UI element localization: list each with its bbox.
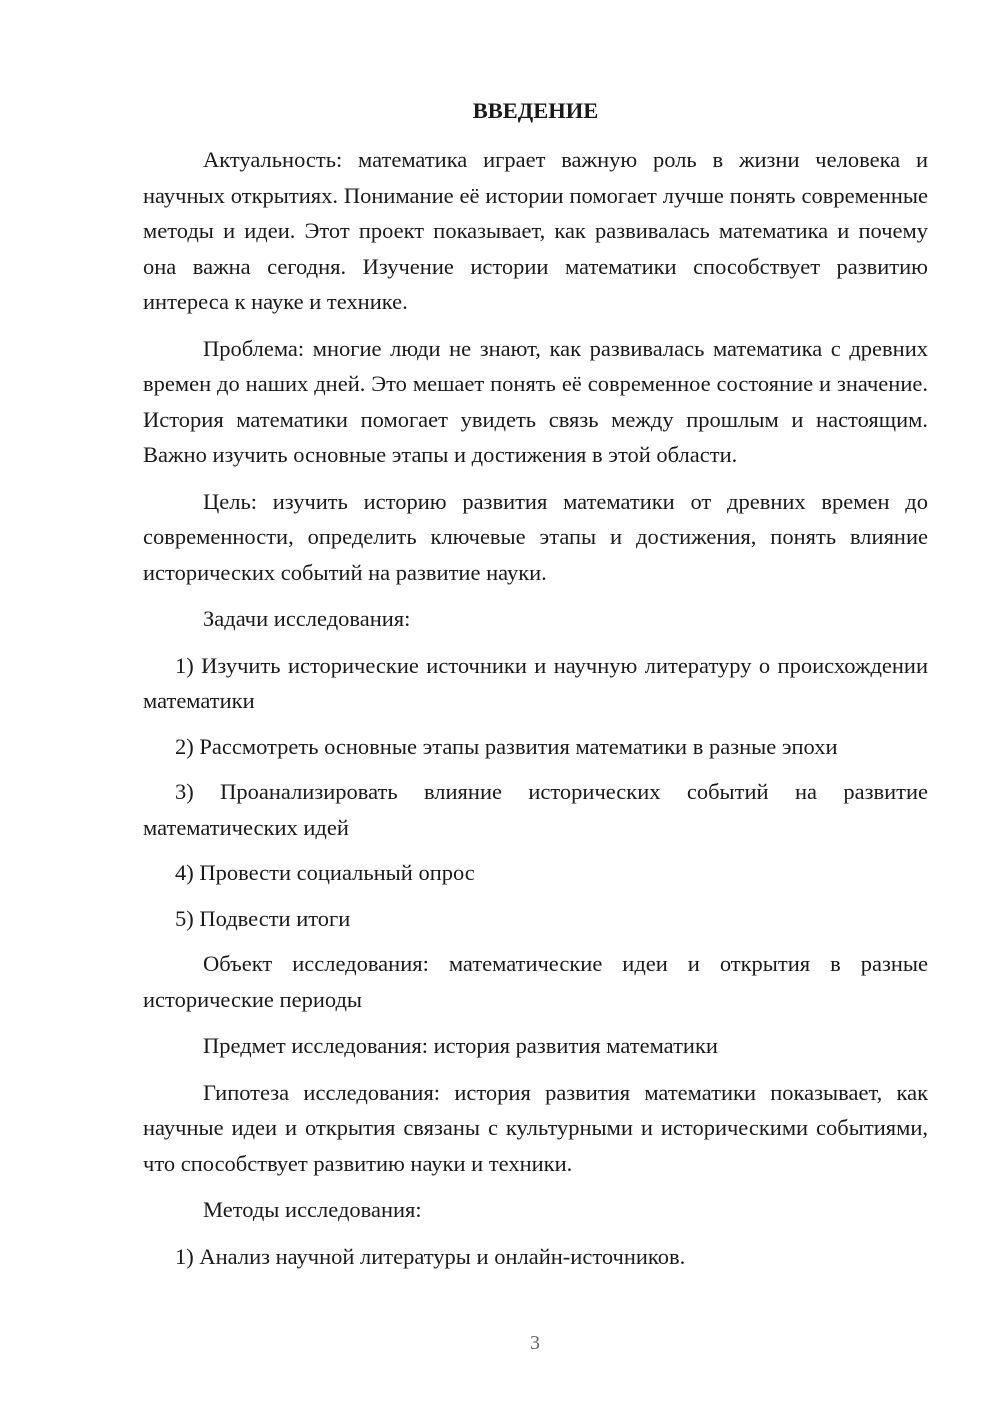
task-item-2: 2) Рассмотреть основные этапы развития математики в разные эпохи (175, 733, 838, 759)
task-item-3: 3) Проанализировать влияние исторических событий на развитие математических идей (143, 779, 928, 840)
task-item-5: 5) Подвести итоги (175, 905, 351, 931)
tasks-title: Задачи исследования: (203, 606, 411, 631)
method-item-1: 1) Анализ научной литературы и онлайн-источников. (175, 1243, 686, 1269)
document-page (143, 95, 928, 1284)
section-heading: ВВЕДЕНИЕ (472, 98, 599, 123)
task-item-4: 4) Провести социальный опрос (175, 860, 475, 885)
subject-paragraph: Предмет исследования: история развития математики (203, 1033, 718, 1058)
problem-paragraph: Проблема: многие люди не знают, как развивалась математика с древних времен до наших дней. Это мешает понять её современное состояние и значение. История математики помогает увидеть связь между прошлым и настоящим. Важно изучить основные этапы и достижения в этой области. (143, 335, 928, 467)
relevance-paragraph: Актуальность: математика играет важную роль в жизни человека и научных открытиях. Понимание её истории помогает лучше понять современные методы и идеи. Этот проект показывает, как развивалась математика и почему она важна сегодня. Изучение истории математики способствует развитию интереса к науке и технике. (143, 147, 928, 314)
hypothesis-paragraph: Гипотеза исследования: история развития математики показывает, как научные идеи и открытия связаны с культурными и историческими событиями, что способствует развитию науки и техники. (143, 1079, 928, 1176)
page-number: 3 (530, 1332, 540, 1354)
object-paragraph: Объект исследования: математические идеи и открытия в разные исторические периоды (143, 951, 928, 1012)
methods-title: Методы исследования: (203, 1197, 422, 1222)
task-item-1: 1) Изучить исторические источники и научную литературу о происхождении математики (143, 652, 928, 713)
goal-paragraph: Цель: изучить историю развития математики от древних времен до современности, определить ключевые этапы и достижения, понять влияние исторических событий на развитие науки. (143, 488, 928, 585)
